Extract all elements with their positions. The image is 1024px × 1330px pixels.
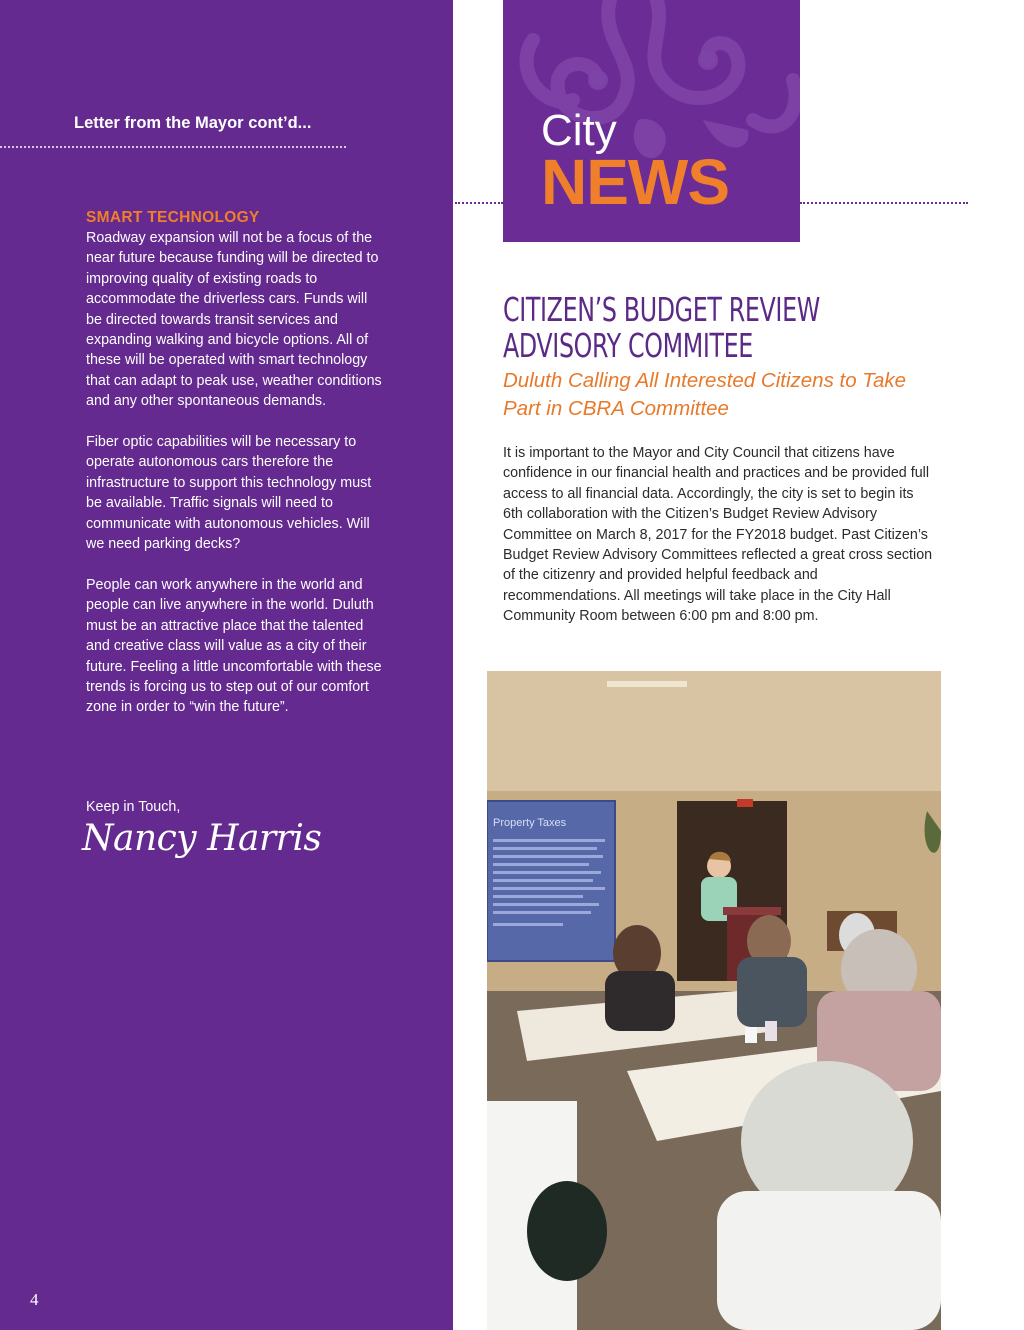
city-news-banner [503, 0, 800, 242]
article-title-line: ADVISORY COMMITEE [503, 326, 753, 365]
page-number: 4 [30, 1290, 39, 1309]
mayor-letter-column [0, 0, 453, 1330]
smart-technology-subheading: SMART TECHNOLOGY [86, 209, 260, 226]
article-title-line: CITIZEN’S BUDGET REVIEW [503, 290, 820, 329]
heading-divider [0, 146, 346, 148]
banner-news-label: NEWS [541, 146, 729, 218]
mayor-signature: Nancy Harris [82, 818, 322, 859]
screen-title: Property Taxes [493, 817, 567, 829]
article-body: It is important to the Mayor and City Council that citizens have confidence in our financial health and practices and be provided full access to all financial data. Accordingly, the city is set to begin its 6th collaboration with the Citizen’s Budget Review Advisory Committee on March 8, 2017 for the FY2018 budget. Past Citizen’s Budget Review Advisory Committees reflected a great cross section of the citizenry and provided helpful feedback and recommendations. All meetings will take place in the City Hall Community Room between 6:00 pm and 8:00 pm. [503, 445, 933, 625]
letter-closing: Keep in Touch, [86, 799, 181, 815]
letter-body [86, 208, 382, 738]
article-title [503, 292, 964, 364]
letter-paragraph: Roadway expansion will not be a focus of the near future because funding will be directed to improving quality of existing roads to accommodate the driverless cars. Funds will be directed towards transit services and expanding walking and bicycle options. All of these will be operated with smart technology that can adapt to peak use, weather conditions and any other spontaneous demands. [86, 230, 382, 410]
meeting-photo-illustration [487, 671, 941, 1330]
letter-paragraph: Fiber optic capabilities will be necessary to operate autonomous cars therefore the infrastructure to support this technology must be available. Traffic signals will need to communicate with autonomous vehicles. Will we need parking decks? [86, 434, 372, 553]
letter-heading: Letter from the Mayor cont’d... [74, 114, 312, 132]
meeting-photo [487, 671, 941, 1330]
banner-divider-right [800, 202, 968, 204]
banner-city-label: City [541, 106, 617, 155]
banner-divider-left [455, 202, 503, 204]
letter-paragraph: People can work anywhere in the world and people can live anywhere in the world. Duluth must be an attractive place that the talented and creative class will value as a city of their future. Feeling a little uncomfortable with these trends is forcing us to step out of our comfort zone in order to “win the future”. [86, 576, 382, 716]
article-subtitle: Duluth Calling All Interested Citizens to Take Part in CBRA Committee [503, 369, 906, 420]
